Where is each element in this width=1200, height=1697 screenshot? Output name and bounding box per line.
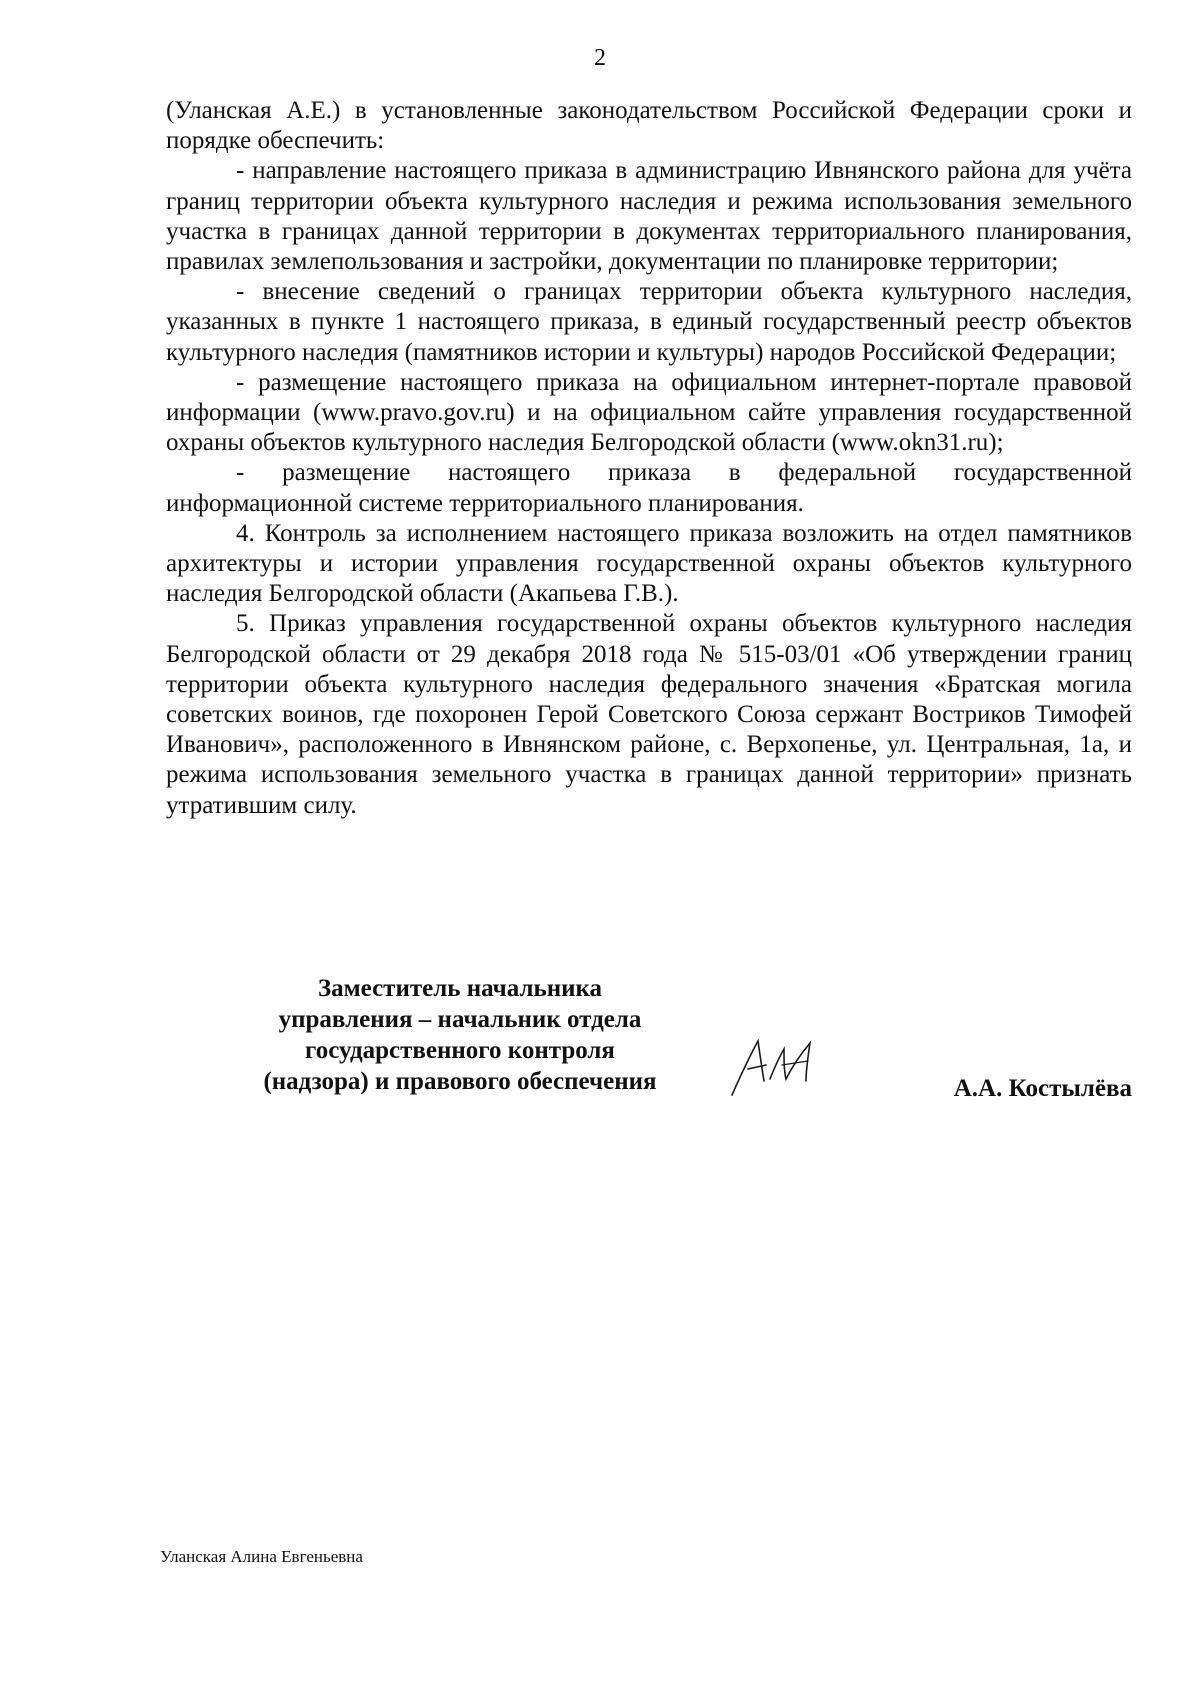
signatory-name: А.А. Костылёва <box>953 1075 1132 1102</box>
paragraph-bullet-administration: - направление настоящего приказа в администрацию Ивнянского района для учёта границ территории объекта культурного наследия и режима использования земельного участка в границах данной территории в документах территориального планирования, правилах землепользования и застройки, документации по планировке территории; <box>166 157 1132 276</box>
paragraph-bullet-fgis: - размещение настоящего приказа в федеральной государственной информационной системе территориального планирования. <box>166 459 1132 517</box>
executor-name: Уланская Алина Евгеньевна <box>160 1547 363 1566</box>
signature-block <box>166 973 1132 1113</box>
signatory-position-line: Заместитель начальника <box>317 975 603 1002</box>
paragraph-item-5: 5. Приказ управления государственной охраны объектов культурного наследия Белгородской области от 29 декабря 2018 года № 515-03/01 «Об утверждении границ территории объекта культурного наследия федерального значения «Братская могила советских воинов, где похоронен Герой Советского Союза сержант Востриков Тимофей Иванович», расположенного в Ивнянском районе, с. Верхопенье, ул. Центральная, 1а, и режима использования земельного участка в границах данной территории» признать утратившим силу. <box>166 610 1132 819</box>
document-body <box>166 96 1132 821</box>
signatory-position-line: государственного контроля <box>305 1037 615 1064</box>
signatory-position-line: (надзора) и правового обеспечения <box>263 1068 657 1095</box>
page-number: 2 <box>594 45 606 71</box>
paragraph-item-4: 4. Контроль за исполнением настоящего приказа возложить на отдел памятников архитектуры и истории управления государственной охраны объектов культурного наследия Белгородской области (Акапьева Г.В.). <box>166 519 1132 608</box>
handwritten-signature <box>726 1031 836 1101</box>
signatory-position-line: управления – начальник отдела <box>278 1006 642 1033</box>
paragraph-bullet-registry: - внесение сведений о границах территории объекта культурного наследия, указанных в пункте 1 настоящего приказа, в единый государственный реестр объектов культурного наследия (памятников истории и культуры) народов Российской Федерации; <box>166 278 1132 366</box>
paragraph-bullet-publication: - размещение настоящего приказа на официальном интернет-портале правовой информации (www.pravo.gov.ru) и на официальном сайте управления государственной охраны объектов культурного наследия Белгородской области (www.okn31.ru); <box>166 368 1132 457</box>
paragraph-continuation: (Уланская А.Е.) в установленные законодательством Российской Федерации сроки и порядке обеспечить: <box>166 97 1132 155</box>
signatory-position <box>180 973 740 1097</box>
